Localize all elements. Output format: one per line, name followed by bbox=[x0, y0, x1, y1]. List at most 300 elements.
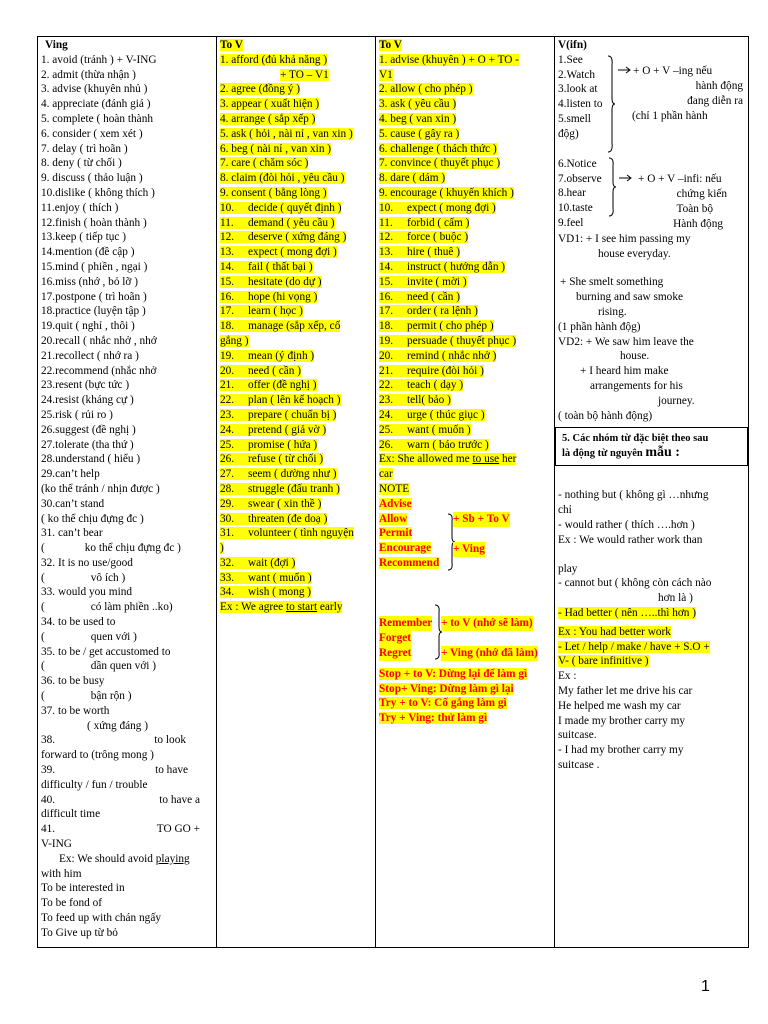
list-item: 6. beg ( nài nỉ , van xin ) bbox=[220, 142, 332, 155]
item-number: 10. bbox=[220, 201, 235, 214]
verb-regret: Regret bbox=[379, 646, 412, 659]
list-item: 8. claim (đòi hỏi , yêu cầu ) bbox=[220, 172, 345, 185]
list-item: 6. consider ( xem xét ) bbox=[41, 127, 143, 140]
list-item: 9. discuss ( thảo luận ) bbox=[41, 172, 143, 185]
item-number: 20. bbox=[379, 349, 394, 362]
item-text: offer (đề nghị ) bbox=[248, 379, 317, 392]
list-item bbox=[220, 498, 321, 510]
item-text: refuse ( từ chối ) bbox=[248, 453, 324, 466]
list-item bbox=[379, 305, 478, 317]
list-item: 5. cause ( gây ra ) bbox=[379, 127, 460, 140]
list-item: 24.resist (kháng cự ) bbox=[41, 394, 134, 407]
list-item bbox=[220, 424, 326, 436]
item-text: seem ( dường như ) bbox=[248, 468, 337, 481]
item-text: permit ( cho phép ) bbox=[407, 320, 494, 333]
special-item: - Had better ( nên …..thì hơn ) bbox=[558, 606, 697, 619]
example-label: Ex : bbox=[558, 670, 577, 683]
list-item bbox=[379, 394, 451, 406]
list-item bbox=[220, 246, 337, 258]
verb-item: Allow bbox=[379, 512, 408, 525]
list-item: ( ko thể chịu đựng đc ) bbox=[41, 542, 181, 555]
item-number: 12. bbox=[220, 231, 235, 244]
example-sentence: He helped me wash my car bbox=[558, 699, 681, 712]
phrase-item: To be interested in bbox=[41, 882, 125, 895]
item-number: 14. bbox=[379, 260, 394, 273]
list-row bbox=[379, 275, 551, 290]
example-sentence: - I had my brother carry my bbox=[558, 744, 684, 757]
column-to-v-object bbox=[376, 37, 555, 948]
list-item: 16.miss (nhớ , bỏ lỡ ) bbox=[41, 275, 138, 288]
verb-item: 9.feel bbox=[558, 216, 584, 229]
example-sentence: Ex: She allowed me to use her bbox=[379, 453, 517, 466]
item-number: 16. bbox=[220, 290, 235, 303]
list-item bbox=[379, 246, 460, 258]
item-number: 30. bbox=[220, 512, 235, 525]
list-item bbox=[220, 261, 313, 273]
item-number: 25. bbox=[379, 423, 394, 436]
example-sentence: Ex: We should avoid playing bbox=[59, 852, 190, 865]
item-number: 19. bbox=[379, 334, 394, 347]
list-row bbox=[220, 349, 372, 364]
item-text: urge ( thúc giục ) bbox=[407, 408, 485, 421]
list-item: 7. delay ( trì hoãn ) bbox=[41, 142, 128, 155]
item-number: 22. bbox=[220, 394, 235, 407]
special-item-cont: chỉ bbox=[558, 504, 572, 517]
example-2-b-cont: arrangements for his bbox=[590, 379, 683, 392]
list-row bbox=[379, 696, 551, 711]
item-text: decide ( quyết định ) bbox=[248, 201, 342, 214]
item-number: 32. bbox=[220, 556, 235, 569]
verb-pattern-table bbox=[37, 36, 749, 948]
list-item bbox=[220, 365, 301, 377]
item-number: 15. bbox=[220, 275, 235, 288]
list-item bbox=[379, 409, 485, 421]
list-item: 8. dare ( dám ) bbox=[379, 172, 446, 185]
remember-group bbox=[379, 616, 551, 661]
list-item bbox=[379, 424, 471, 436]
list-item: 36. to be busy bbox=[41, 675, 105, 688]
list-row bbox=[379, 556, 439, 571]
list-item: ( có làm phiền ..ko) bbox=[41, 601, 173, 614]
pattern-label: chứng kiến bbox=[676, 187, 727, 200]
item-number: 26. bbox=[220, 453, 235, 466]
column-vifn bbox=[555, 37, 749, 948]
item-number: 27. bbox=[220, 468, 235, 481]
item-text: deserve ( xứng đáng ) bbox=[248, 231, 347, 244]
item-text: need ( cần ) bbox=[248, 364, 301, 377]
verb-item: 1.See bbox=[558, 53, 583, 66]
list-item: 1. afford (đủ khả năng ) bbox=[220, 53, 328, 66]
list-row bbox=[379, 201, 551, 216]
list-item: 26.suggest (đề nghị ) bbox=[41, 423, 136, 436]
list-item: 31. can’t bear bbox=[41, 527, 103, 540]
list-row bbox=[379, 230, 551, 245]
verb-item: 5.smell bbox=[558, 112, 591, 125]
list-row bbox=[220, 186, 372, 201]
list-item: 39. to have bbox=[41, 764, 188, 777]
column-ving bbox=[38, 37, 217, 948]
item-text: expect ( mong đợi ) bbox=[248, 246, 337, 259]
stop-try-rules bbox=[379, 667, 551, 726]
list-item: 5. ask ( hỏi , nài nỉ , van xin ) bbox=[220, 127, 353, 140]
special-item-cont: V- ( bare infinitive ) bbox=[558, 655, 649, 668]
list-item: 9. encourage ( khuyến khích ) bbox=[379, 186, 514, 199]
list-item bbox=[220, 572, 312, 584]
pattern-label: hành động bbox=[695, 79, 743, 92]
item-number: 11. bbox=[220, 216, 234, 229]
verb-item: 10.taste bbox=[558, 202, 593, 215]
list-row bbox=[220, 393, 372, 408]
list-item bbox=[220, 483, 340, 495]
list-row bbox=[220, 290, 372, 305]
list-item: 14.mention (đề cập ) bbox=[41, 246, 135, 259]
verb-item: Permit bbox=[379, 527, 413, 540]
pattern-label: + TO – V1 bbox=[280, 68, 329, 81]
item-text: swear ( xin thề ) bbox=[248, 497, 322, 510]
list-row bbox=[220, 452, 372, 467]
list-item: 30.can’t stand bbox=[41, 497, 105, 510]
list-row bbox=[220, 201, 372, 216]
list-row bbox=[379, 393, 551, 408]
list-item: 6. challenge ( thách thức ) bbox=[379, 142, 497, 155]
list-item: 25.risk ( rủi ro ) bbox=[41, 408, 113, 421]
pattern-label: + Ving bbox=[453, 542, 485, 555]
item-number: 25. bbox=[220, 438, 235, 451]
list-row bbox=[379, 171, 551, 186]
verb-item: 7.observe bbox=[558, 172, 602, 185]
item-number: 19. bbox=[220, 349, 235, 362]
brace-icon bbox=[434, 604, 442, 660]
list-row bbox=[220, 571, 372, 586]
item-number: 24. bbox=[379, 408, 394, 421]
list-row bbox=[379, 260, 551, 275]
list-item: 10.dislike ( không thích ) bbox=[41, 186, 155, 199]
advise-group bbox=[379, 497, 551, 571]
pattern-label: + Ving (nhớ đã làm) bbox=[441, 646, 538, 659]
item-text: order ( ra lệnh ) bbox=[407, 305, 478, 318]
list-item: 34. to be used to bbox=[41, 616, 116, 629]
list-row bbox=[220, 556, 372, 571]
example-2-b-cont: journey. bbox=[658, 394, 695, 407]
item-number: 13. bbox=[220, 246, 235, 259]
item-number: 29. bbox=[220, 497, 235, 510]
list-item-cont: gắng ) bbox=[220, 334, 249, 347]
phrase-item: To feed up with chán ngấy bbox=[41, 912, 161, 925]
list-item: 37. to be worth bbox=[41, 704, 110, 717]
rule-item: Stop + to V: Dừng lại để làm gì bbox=[379, 667, 528, 680]
list-item bbox=[220, 513, 327, 525]
list-item bbox=[220, 379, 317, 391]
example-1: VD1: + I see him passing my bbox=[558, 232, 691, 245]
section-heading: là động từ nguyên bbox=[562, 448, 646, 460]
item-number: 14. bbox=[220, 260, 235, 273]
verb-forget: Forget bbox=[379, 631, 411, 644]
example-sentence-cont: with him bbox=[41, 867, 82, 880]
pattern-label: + O + V –ing nếu bbox=[633, 64, 713, 77]
item-text: remind ( nhắc nhở ) bbox=[407, 349, 497, 362]
example-sentence: Ex : You had better work bbox=[558, 625, 671, 638]
list-item bbox=[220, 217, 335, 229]
item-number: 26. bbox=[379, 438, 394, 451]
list-item: forward to (trông mong ) bbox=[41, 749, 154, 762]
verb-item: 3.look at bbox=[558, 83, 598, 96]
list-row bbox=[220, 585, 372, 600]
list-row bbox=[379, 127, 551, 142]
list-row bbox=[220, 408, 372, 423]
object-to-v-list-a bbox=[379, 82, 551, 200]
list-row bbox=[379, 667, 551, 682]
list-item bbox=[220, 439, 317, 451]
item-text: forbid ( cấm ) bbox=[407, 216, 470, 229]
list-item bbox=[379, 335, 516, 347]
list-item: 13.keep ( tiếp tục ) bbox=[41, 231, 127, 244]
item-text: mean (ý định ) bbox=[248, 349, 315, 362]
list-row bbox=[379, 711, 551, 726]
example-sentence: Ex : We would rather work than bbox=[558, 533, 703, 546]
example-sentence-cont: suitcase. bbox=[558, 729, 597, 742]
item-number: 16. bbox=[379, 290, 394, 303]
list-item: 22.recommend (nhắc nhở bbox=[41, 364, 157, 377]
list-row bbox=[220, 275, 372, 290]
list-item bbox=[379, 261, 505, 273]
list-item bbox=[379, 202, 496, 214]
example-2-note: ( toàn bộ hành động) bbox=[558, 409, 653, 422]
pattern-label: Hành động bbox=[673, 217, 723, 230]
pattern-label: (chỉ 1 phần hành bbox=[632, 109, 708, 122]
list-row bbox=[220, 82, 372, 97]
list-row bbox=[379, 216, 551, 231]
list-item bbox=[220, 202, 341, 214]
perception-group-ing bbox=[558, 53, 745, 157]
list-item: 33. would you mind bbox=[41, 586, 133, 599]
example-sentence-cont: car bbox=[379, 468, 393, 481]
item-text: promise ( hứa ) bbox=[248, 438, 318, 451]
list-item: 38. to look bbox=[41, 734, 186, 747]
list-item: 11.enjoy ( thích ) bbox=[41, 201, 119, 214]
brace-icon bbox=[608, 157, 616, 217]
list-item: 31. volunteer ( tình nguyện bbox=[220, 527, 354, 540]
example-2-cont: house. bbox=[620, 350, 650, 363]
list-row bbox=[220, 216, 372, 231]
item-text: struggle (đấu tranh ) bbox=[248, 482, 340, 495]
item-number: 22. bbox=[379, 379, 394, 392]
item-number: 33. bbox=[220, 571, 235, 584]
item-text: want ( muốn ) bbox=[248, 571, 312, 584]
list-row bbox=[220, 482, 372, 497]
section-heading-emphasis: mẫu : bbox=[645, 445, 680, 461]
example-2-b: + I heard him make bbox=[580, 365, 669, 378]
list-item: 9. consent ( bằng lòng ) bbox=[220, 186, 327, 199]
list-row bbox=[220, 467, 372, 482]
item-text: fail ( thất bại ) bbox=[248, 260, 313, 273]
list-row bbox=[220, 97, 372, 112]
list-item bbox=[220, 468, 337, 480]
example-1-cont: house everyday. bbox=[598, 247, 671, 260]
example-2: VD2: + We saw him leave the bbox=[558, 335, 694, 348]
list-item: 7. convince ( thuyết phục ) bbox=[379, 157, 501, 170]
verb-item: 4.listen to bbox=[558, 98, 603, 111]
item-number: 34. bbox=[220, 586, 235, 599]
list-item bbox=[220, 557, 295, 569]
list-item: 8. deny ( từ chối ) bbox=[41, 157, 122, 170]
section-heading: 5. Các nhóm từ đặc biệt theo sau bbox=[562, 433, 709, 445]
item-text: demand ( yêu cầu ) bbox=[248, 216, 335, 229]
item-number: 12. bbox=[379, 231, 394, 244]
item-number: 20. bbox=[220, 364, 235, 377]
list-row bbox=[379, 304, 551, 319]
list-item: difficult time bbox=[41, 808, 101, 821]
list-row bbox=[220, 423, 372, 438]
list-item: 5. complete ( hoàn thành bbox=[41, 112, 153, 125]
verb-item: 8.hear bbox=[558, 187, 586, 200]
example-sentence: Ex : We agree to start early bbox=[220, 601, 343, 614]
example-1-b-cont: burning and saw smoke bbox=[576, 291, 683, 304]
list-row bbox=[379, 526, 439, 541]
rule-item: Stop+ Ving: Dừng làm gì lại bbox=[379, 682, 514, 695]
list-row bbox=[220, 304, 372, 319]
list-item: 32. It is no use/good bbox=[41, 556, 133, 569]
pattern-label: đang diễn ra bbox=[687, 94, 743, 107]
brace-icon bbox=[607, 55, 615, 153]
list-row bbox=[379, 378, 551, 393]
page-number: 1 bbox=[701, 978, 710, 995]
column-to-v bbox=[217, 37, 376, 948]
item-text: invite ( mời ) bbox=[407, 275, 467, 288]
list-item bbox=[220, 453, 323, 465]
pattern-label: V1 bbox=[379, 68, 393, 81]
list-item bbox=[220, 409, 336, 421]
arrow-icon bbox=[618, 67, 632, 73]
list-item bbox=[379, 365, 484, 377]
list-row bbox=[379, 497, 439, 512]
list-item: 18. manage (sắp xếp, cố bbox=[220, 320, 341, 333]
item-text: warn ( báo trước ) bbox=[407, 438, 489, 451]
list-item: V-ING bbox=[41, 838, 72, 851]
list-item: 21.recollect ( nhớ ra ) bbox=[41, 349, 139, 362]
ving-list bbox=[41, 53, 213, 527]
arrow-icon bbox=[619, 175, 633, 181]
special-item-cont: hơn là ) bbox=[658, 592, 693, 605]
list-item: 23.resent (bực tức ) bbox=[41, 379, 130, 392]
list-row bbox=[220, 230, 372, 245]
item-number: 10. bbox=[379, 201, 394, 214]
list-item: 2. admit (thừa nhận ) bbox=[41, 68, 136, 81]
list-row bbox=[379, 408, 551, 423]
list-row bbox=[220, 260, 372, 275]
list-item: 20.recall ( nhắc nhở , nhớ bbox=[41, 334, 157, 347]
list-item: 1. avoid (tránh ) + V-ING bbox=[41, 53, 157, 66]
list-item: ( dần quen với ) bbox=[41, 660, 157, 673]
list-item: 3. advise (khuyên nhủ ) bbox=[41, 83, 148, 96]
list-row bbox=[379, 82, 551, 97]
to-v-list-d bbox=[220, 556, 372, 600]
item-text: prepare ( chuẩn bị ) bbox=[248, 408, 337, 421]
example-sentence-cont: play bbox=[558, 562, 578, 575]
item-text: learn ( học ) bbox=[248, 305, 303, 318]
verb-item: 6.Notice bbox=[558, 157, 597, 170]
list-item bbox=[379, 320, 494, 332]
list-item bbox=[220, 276, 322, 288]
list-item bbox=[379, 291, 460, 303]
to-v-list-c bbox=[220, 349, 372, 527]
item-text: need ( cần ) bbox=[407, 290, 460, 303]
pattern-label: Toàn bộ bbox=[676, 202, 713, 215]
object-to-v-list-b bbox=[379, 201, 551, 453]
list-item: 4. beg ( van xin ) bbox=[379, 112, 457, 125]
note-label: NOTE bbox=[379, 482, 410, 495]
list-item: ( xứng đáng ) bbox=[87, 719, 149, 732]
list-item bbox=[379, 217, 469, 229]
verb-item: độg) bbox=[558, 127, 579, 140]
list-row bbox=[379, 142, 551, 157]
list-item: 35. to be / get accustomed to bbox=[41, 645, 171, 658]
list-item: 41. TO GO + bbox=[41, 823, 200, 836]
item-number: 24. bbox=[220, 423, 235, 436]
list-item: 15.mind ( phiền , ngại ) bbox=[41, 260, 148, 273]
list-item: 40. to have a bbox=[41, 793, 200, 806]
list-row bbox=[220, 245, 372, 260]
item-text: threaten (đe doạ ) bbox=[248, 512, 328, 525]
list-item: ( ko thể chịu đựng đc ) bbox=[41, 512, 144, 525]
list-row bbox=[379, 364, 551, 379]
list-row bbox=[379, 682, 551, 697]
list-item: 4. appreciate (đánh giá ) bbox=[41, 98, 151, 111]
item-number: 23. bbox=[379, 394, 394, 407]
list-item: ( vô ích ) bbox=[41, 571, 126, 584]
list-item: 7. care ( chăm sóc ) bbox=[220, 157, 309, 170]
verb-item: Recommend bbox=[379, 556, 440, 569]
list-item: 2. allow ( cho phép ) bbox=[379, 83, 473, 96]
example-sentence: My father let me drive his car bbox=[558, 684, 693, 697]
item-text: tell( bảo ) bbox=[407, 394, 451, 407]
item-number: 17. bbox=[220, 305, 235, 318]
item-number: 11. bbox=[379, 216, 393, 229]
list-item bbox=[379, 379, 463, 391]
list-item bbox=[379, 439, 489, 451]
column-header: To V bbox=[220, 39, 243, 51]
special-item: - nothing but ( không gì …nhưng bbox=[558, 489, 709, 502]
item-text: plan ( lên kế hoạch ) bbox=[248, 394, 341, 407]
list-item bbox=[220, 350, 314, 362]
verb-remember: Remember bbox=[379, 616, 433, 629]
list-item bbox=[220, 586, 311, 598]
vocabulary-table-sheet bbox=[37, 36, 748, 948]
list-row bbox=[379, 349, 551, 364]
rule-item: Try + to V: Cố gắng làm gì bbox=[379, 697, 507, 710]
special-item: - would rather ( thích ….hơn ) bbox=[558, 518, 695, 531]
item-number: 21. bbox=[379, 364, 394, 377]
list-row bbox=[379, 438, 551, 453]
column-header: To V bbox=[379, 39, 402, 51]
to-v-list-b bbox=[220, 201, 372, 319]
list-row bbox=[379, 112, 551, 127]
example-1-b: + She smelt something bbox=[560, 276, 664, 289]
list-item bbox=[220, 394, 341, 406]
pattern-label: + Sb + To V bbox=[453, 512, 510, 525]
extra-phrases bbox=[41, 881, 213, 940]
item-text: wait (đợi ) bbox=[248, 556, 296, 569]
item-text: pretend ( giả vờ ) bbox=[248, 423, 327, 436]
list-row bbox=[379, 245, 551, 260]
to-v-list-a bbox=[220, 82, 372, 200]
list-item bbox=[379, 350, 496, 362]
list-item: 29.can’t help bbox=[41, 468, 100, 481]
list-item bbox=[379, 276, 467, 288]
example-sentence: I made my brother carry my bbox=[558, 714, 686, 727]
item-number: 23. bbox=[220, 408, 235, 421]
list-row bbox=[379, 423, 551, 438]
phrase-item: To Give up từ bỏ bbox=[41, 926, 118, 939]
